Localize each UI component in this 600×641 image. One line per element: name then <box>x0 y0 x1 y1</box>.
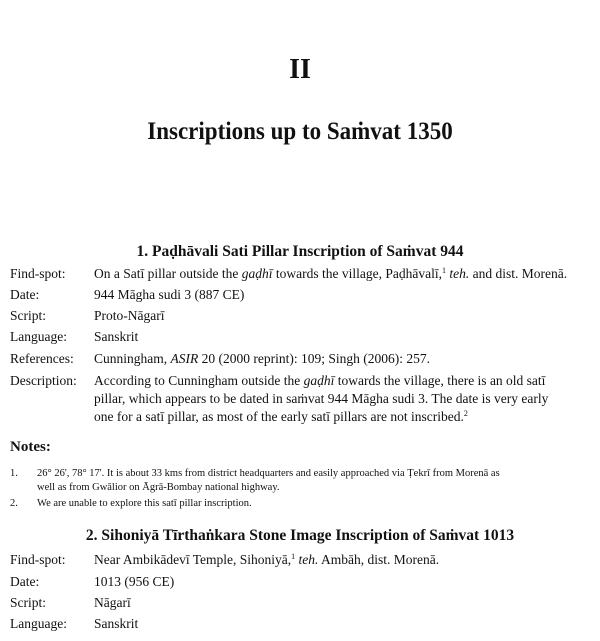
date-value: 944 Māgha sudi 3 (887 CE) <box>94 287 245 302</box>
note-2-number: 2. <box>10 498 18 509</box>
description-line-1: According to Cunningham outside the gaḍhī towards the village, there is an old satī <box>94 373 546 388</box>
language-label: Language: <box>10 329 67 344</box>
findspot-label: Find-spot: <box>10 552 66 567</box>
description-line-2: pillar, which appears to be dated in saṁvat 944 Māgha sudi 3. The date is very early <box>94 391 549 406</box>
findspot-value: Near Ambikādevī Temple, Sihoniyā,$^1$ teh. Ambāh, dist. Morenā. <box>94 552 440 567</box>
note-1-line-2: well as from Gwālior on Āgrā-Bombay national highway. <box>37 482 280 493</box>
date-value: 1013 (956 CE) <box>94 574 175 589</box>
entry-2-heading: 2. Sihoniyā Tīrthaṅkara Stone Image Inscription of Saṁvat 1013 <box>85 527 515 544</box>
description-line-3: one for a satī pillar, as most of the early satī pillars are not inscribed.$^2$ <box>94 409 468 424</box>
language-label: Language: <box>10 616 67 631</box>
references-label: References: <box>10 351 74 366</box>
findspot-label: Find-spot: <box>10 266 66 281</box>
date-label: Date: <box>10 287 40 302</box>
script-value: Nāgarī <box>94 595 131 610</box>
script-label: Script: <box>10 308 46 323</box>
entry-1-heading: 1. Paḍhāvali Sati Pillar Inscription of Saṁvat 944 <box>136 243 464 260</box>
script-label: Script: <box>10 595 46 610</box>
findspot-value: On a Satī pillar outside the gaḍhī towards the village, Paḍhāvalī,$^1$ teh. and dist. Morenā. <box>94 266 568 281</box>
note-2-line-1: We are unable to explore this satī pillar inscription. <box>37 498 252 509</box>
chapter-title: Inscriptions up to Saṁvat 1350 <box>147 118 453 145</box>
script-value: Proto-Nāgarī <box>94 308 165 323</box>
chapter-number: II <box>289 54 311 85</box>
description-label: Description: <box>10 373 77 388</box>
language-value: Sanskrit <box>94 616 139 631</box>
notes-heading: Notes: <box>10 439 51 455</box>
references-value: Cunningham, ASIR 20 (2000 reprint): 109; Singh (2006): 257. <box>94 351 430 366</box>
language-value: Sanskrit <box>94 329 139 344</box>
note-1-line-1: 26° 26', 78° 17'. It is about 33 kms from district headquarters and easily approached via Ṭekrī from Morenā as <box>37 468 500 479</box>
date-label: Date: <box>10 574 40 589</box>
note-1-number: 1. <box>10 468 18 479</box>
